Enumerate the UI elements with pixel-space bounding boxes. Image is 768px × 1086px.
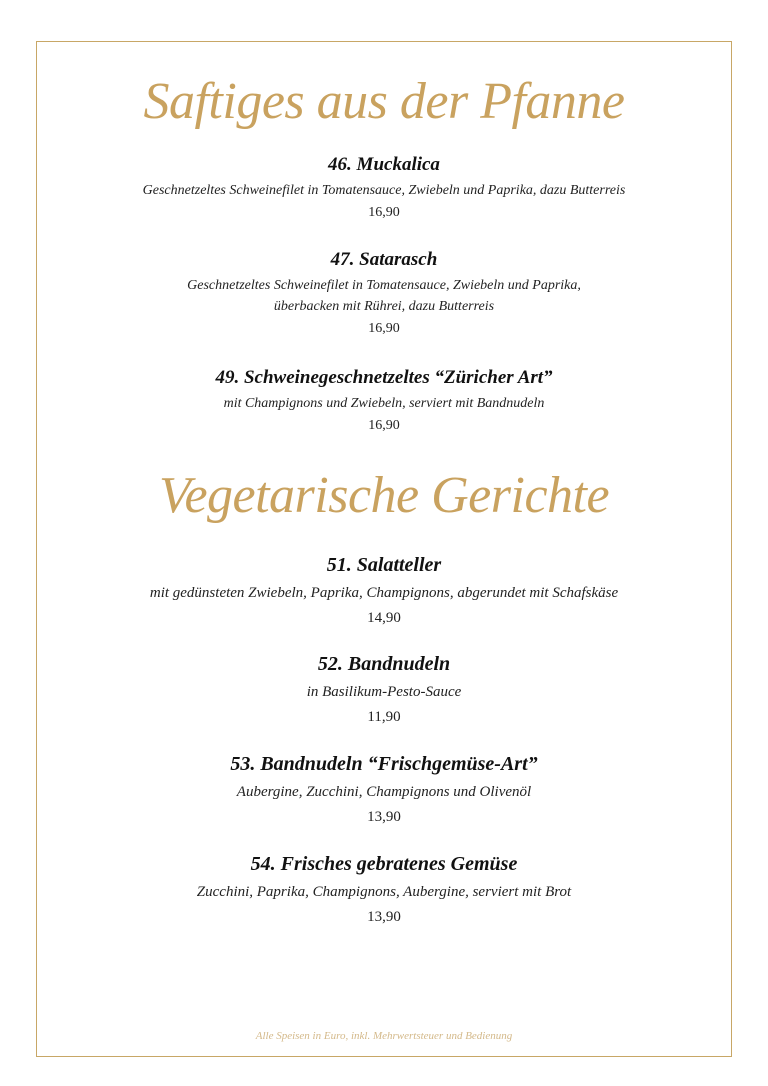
dish-name: 54. Frisches gebratenes Gemüse [250,853,518,875]
menu-item [40,367,728,436]
dish-description-line: Geschnetzeltes Schweinefilet in Tomatensauce, Zwiebeln und Paprika, [187,278,581,293]
dish-name: 46. Muckalica [328,154,440,175]
footer-note: Alle Speisen in Euro, inkl. Mehrwertsteuer und Bedienung [255,1030,513,1042]
dish-description: mit gedünsteten Zwiebeln, Paprika, Champignons, abgerundet mit Schafskäse [149,585,619,601]
dish-price: 13,90 [367,809,401,825]
dish-price: 16,90 [368,205,400,220]
dish-name: 49. Schweinegeschnetzeltes “Züricher Art” [215,367,553,388]
menu-item [40,852,728,927]
menu-item [40,752,728,827]
dish-price: 11,90 [367,709,401,725]
dish-price: 16,90 [368,321,400,336]
dish-description [40,275,728,317]
menu-item [40,249,728,339]
dish-name: 53. Bandnudeln “Frischgemüse-Art” [230,753,538,775]
dish-description: Geschnetzeltes Schweinefilet in Tomatensauce, Zwiebeln und Paprika, dazu Butterreis [142,183,626,198]
dish-price: 14,90 [367,610,401,626]
dish-description: mit Champignons und Zwiebeln, serviert mit Bandnudeln [223,396,545,411]
dish-description-line: überbacken mit Rührei, dazu Butterreis [273,299,495,314]
dish-name: 47. Satarasch [330,249,438,270]
dish-description: in Basilikum-Pesto-Sauce [306,684,462,700]
section-title-vegetarisch: Vegetarische Gerichte [158,467,610,524]
menu-item [40,652,728,727]
dish-name: 51. Salatteller [326,554,442,576]
menu-item [40,154,728,223]
dish-description: Zucchini, Paprika, Champignons, Aubergine, serviert mit Brot [196,884,572,900]
dish-price: 13,90 [367,909,401,925]
dish-name: 52. Bandnudeln [317,653,451,675]
section-title-pfanne: Saftiges aus der Pfanne [143,73,625,130]
dish-description: Aubergine, Zucchini, Champignons und Olivenöl [236,784,532,800]
menu-item [40,553,728,628]
dish-price: 16,90 [368,418,400,433]
